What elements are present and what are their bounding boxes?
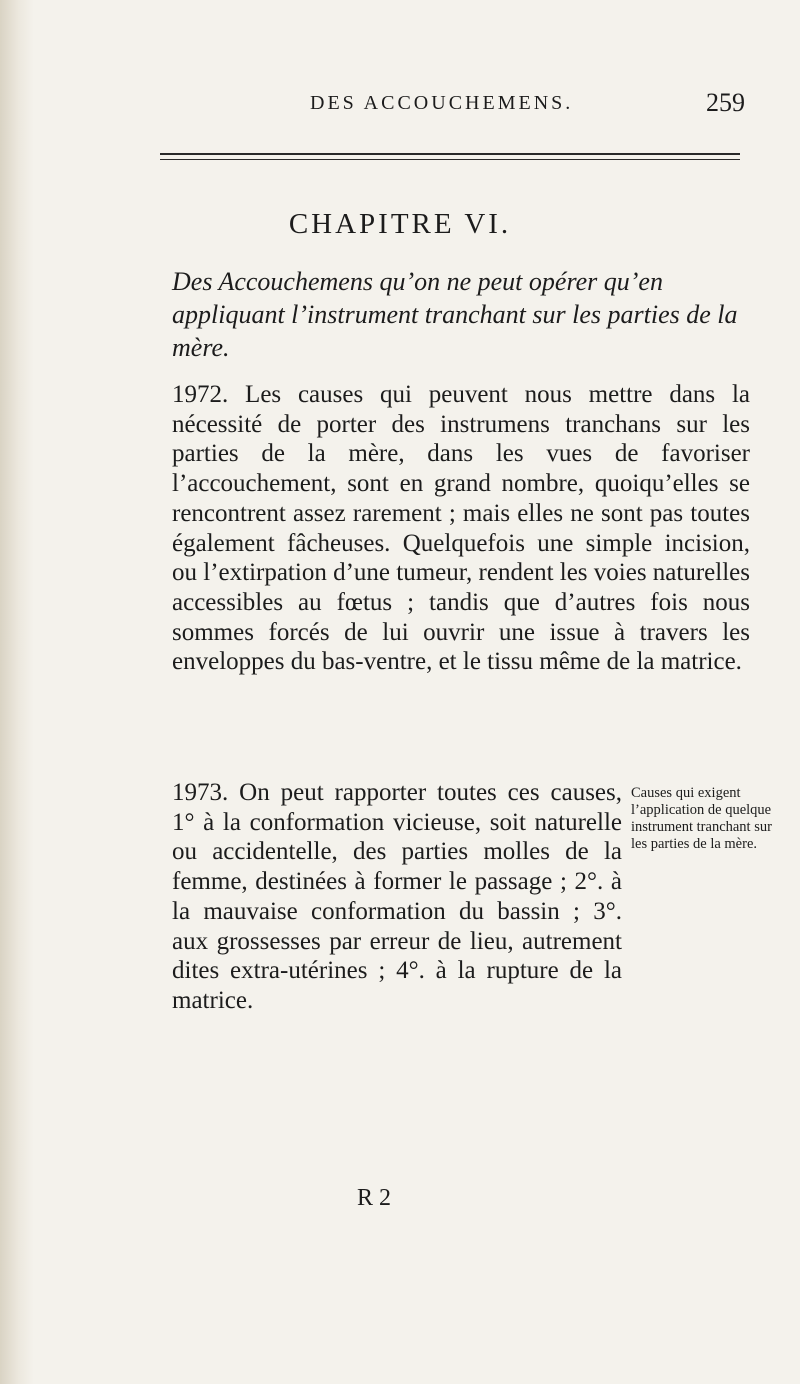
paragraph-number: 1972.	[172, 381, 229, 408]
chapter-subtitle: Des Accouchemens qu’on ne peut opérer qu’en appliquant l’instrument tranchant sur les parties de la mère.	[172, 267, 738, 362]
paragraph-text: Les causes qui peuvent nous mettre dans la nécessité de porter des instrumens tranchans sur les parties de la mère, dans les vues de favoriser l’accouchement, sont en grand nombre, quoiqu’elles se rencontrent assez rarement ; mais elles ne sont pas toutes également fâcheuses. Quelquefois une simple incision, ou l’extirpation d’une tumeur, rendent les voies naturelles accessibles au fœtus ; tandis que d’autres fois nous sommes forcés de lui ouvrir une issue à travers les enveloppes du bas-ventre, et le tissu même de la matrice.	[172, 381, 750, 676]
margin-note: Causes qui exigent l’application de quelque instrument tranchant sur les parties de la mère.	[631, 785, 772, 852]
page-number: 259	[706, 88, 745, 117]
chapter-title: CHAPITRE VI.	[288, 208, 512, 240]
paragraph-text: On peut rapporter toutes ces causes, 1° à la conformation vicieuse, soit naturelle ou accidentelle, des parties molles de la femme, destinées à former le passage ; 2°. à la mauvaise conformation du bassin ; 3°. aux grossesses par erreur de lieu, autrement dites extra-utérines ; 4°. à la rupture de la matrice.	[172, 779, 622, 1014]
header-rule-thick	[160, 153, 740, 155]
paragraph-1973	[172, 778, 622, 1016]
paragraph-1972	[172, 380, 750, 677]
paragraph-number: 1973.	[172, 779, 229, 806]
running-title: DES ACCOUCHEMENS.	[310, 92, 574, 114]
signature-mark: R 2	[357, 1185, 392, 1211]
header-rule-thin	[160, 159, 740, 160]
